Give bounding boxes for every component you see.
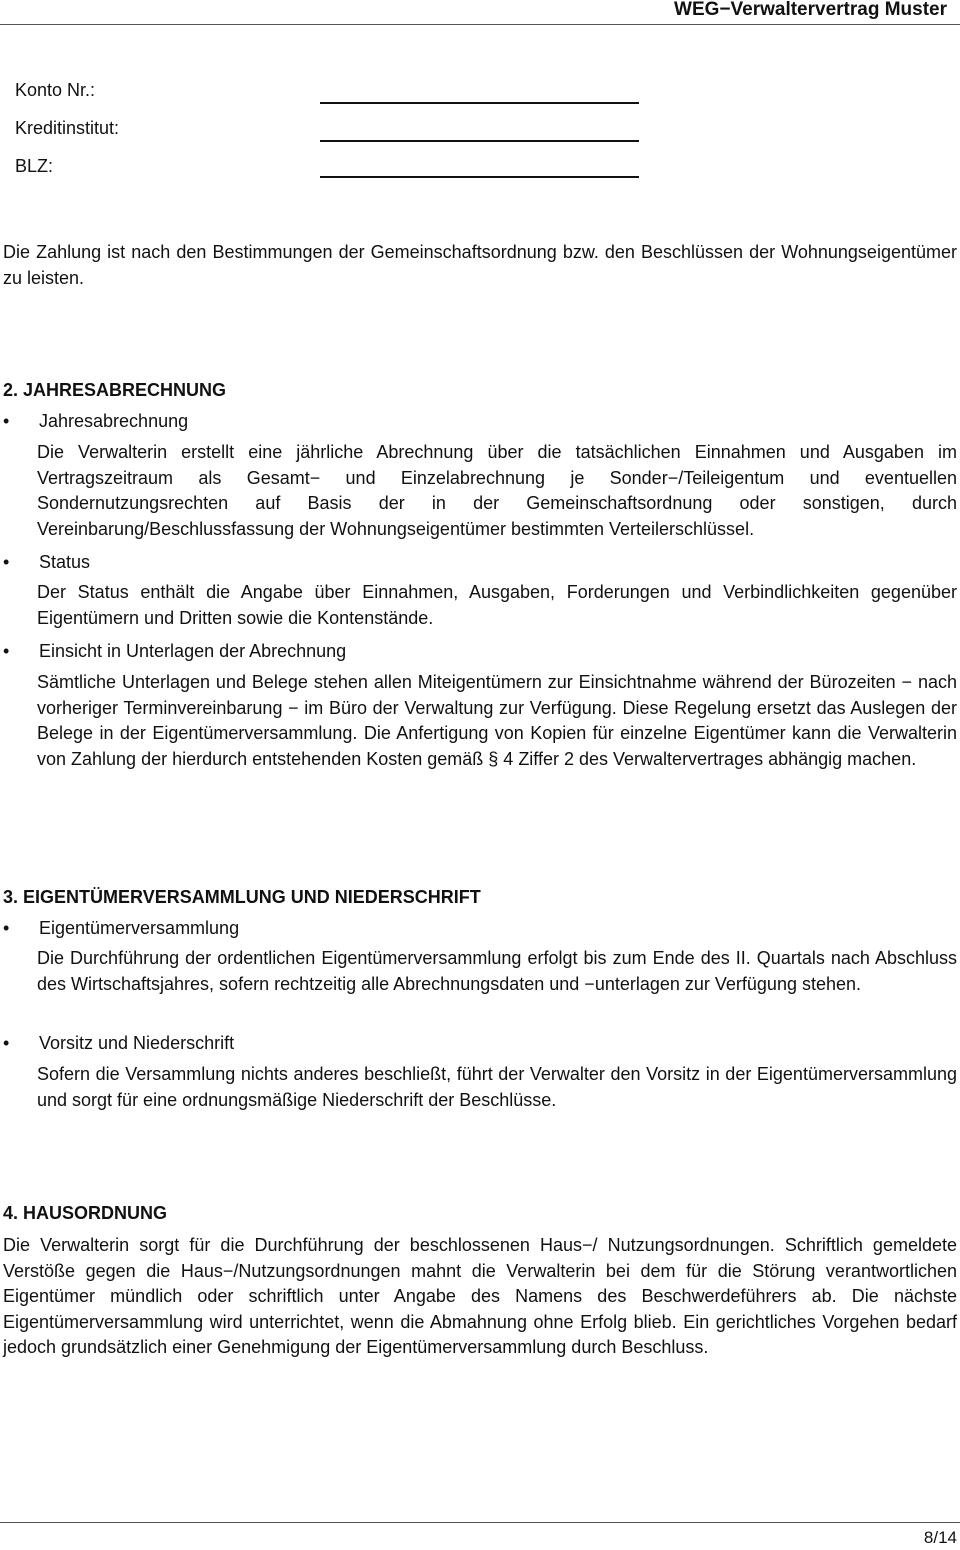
bullet-title: Vorsitz und Niederschrift: [39, 1033, 235, 1053]
bullet-icon: •: [3, 411, 10, 431]
document-title: WEG−Verwaltervertrag Muster: [674, 0, 947, 20]
header-divider: [0, 24, 960, 25]
bullet-title: Eigentümerversammlung: [39, 918, 240, 938]
blz-label: BLZ:: [15, 156, 54, 176]
bullet-eigentuemerversammlung: [3, 918, 239, 938]
section-heading-eigentuemerversammlung: 3. EIGENTÜMERVERSAMMLUNG UND NIEDERSCHRIFT: [3, 887, 481, 907]
paragraph-hausordnung: Die Verwalterin sorgt für die Durchführung der beschlossenen Haus−/ Nutzungsordnungen. Schriftlich gemeldete Verstöße gegen die Haus−/Nutzungsordnungen mahnt die Verwalterin bei dem für die Störung verantwortlichen Eigentümer mündlich oder schriftlich unter Angabe des Namens des Beschwerdeführers ab. Die nächste Eigentümerversammlung wird unterrichtet, wenn die Abmahnung ohne Erfolg blieb. Ein gerichtliches Vorgehen bedarf jedoch grundsätzlich einer Genehmigung der Eigentümerversammlung durch Beschluss.: [3, 1235, 957, 1357]
section-heading-hausordnung: 4. HAUSORDNUNG: [3, 1203, 168, 1223]
bullet-title: Einsicht in Unterlagen der Abrechnung: [39, 641, 347, 661]
bullet-einsicht: [3, 641, 346, 661]
bullet-vorsitz: [3, 1033, 234, 1053]
konto-nr-label: Konto Nr.:: [15, 80, 96, 100]
paragraph-status: Der Status enthält die Angabe über Einnahmen, Ausgaben, Forderungen und Verbindlichkeiten gegenüber Eigentümern und Dritten sowie die Kontenstände.: [37, 582, 957, 628]
bullet-title: Jahresabrechnung: [39, 411, 189, 431]
bullet-title: Status: [39, 552, 91, 572]
bullet-icon: •: [3, 918, 10, 938]
paragraph-vorsitz: Sofern die Versammlung nichts anderes beschließt, führt der Verwalter den Vorsitz in der Eigentümerversammlung und sorgt für eine ordnungsmäßige Niederschrift der Beschlüsse.: [37, 1064, 957, 1110]
payment-note: Die Zahlung ist nach den Bestimmungen der Gemeinschaftsordnung bzw. den Beschlüssen der Wohnungseigentümer zu leisten.: [3, 242, 957, 288]
paragraph-jahresabrechnung: Die Verwalterin erstellt eine jährliche Abrechnung über die tatsächlichen Einnahmen und Ausgaben im Vertragszeitraum als Gesamt− und Einzelabrechnung je Sonder−/Teileigentum und eventuellen Sondernutzungsrechten auf Basis der in der Gemeinschaftsordnung oder sonstigen, durch Vereinbarung/Beschlussfassung der Wohnungseigentümer bestimmten Verteilerschlüssel.: [37, 442, 957, 539]
kreditinstitut-blank-line: [320, 140, 639, 142]
kreditinstitut-label: Kreditinstitut:: [15, 118, 120, 138]
bullet-icon: •: [3, 641, 10, 661]
paragraph-eigentuemerversammlung: Die Durchführung der ordentlichen Eigentümerversammlung erfolgt bis zum Ende des II. Quartals nach Abschluss des Wirtschaftsjahres, sofern rechtzeitig alle Abrechnungsdaten und −unterlagen zur Verfügung stehen.: [37, 948, 957, 994]
blz-blank-line: [320, 176, 639, 178]
bullet-jahresabrechnung: [3, 411, 188, 431]
bullet-icon: •: [3, 552, 10, 572]
paragraph-einsicht: Sämtliche Unterlagen und Belege stehen allen Miteigentümern zur Einsichtnahme während der Bürozeiten − nach vorheriger Terminvereinbarung − im Büro der Verwaltung zur Verfügung. Diese Regelung ersetzt das Auslegen der Belege in der Eigentümerversammlung. Die Anfertigung von Kopien für einzelne Eigentümer kann die Verwalterin von Zahlung der hierdurch entstehenden Kosten gemäß § 4 Ziffer 2 des Verwaltervertrages abhängig machen.: [37, 672, 957, 769]
footer-divider: [0, 1522, 960, 1523]
konto-nr-blank-line: [320, 102, 639, 104]
section-heading-jahresabrechnung: 2. JAHRESABRECHNUNG: [3, 380, 227, 400]
bullet-status: [3, 552, 90, 572]
bullet-icon: •: [3, 1033, 10, 1053]
page-number: 8/14: [923, 1528, 957, 1547]
